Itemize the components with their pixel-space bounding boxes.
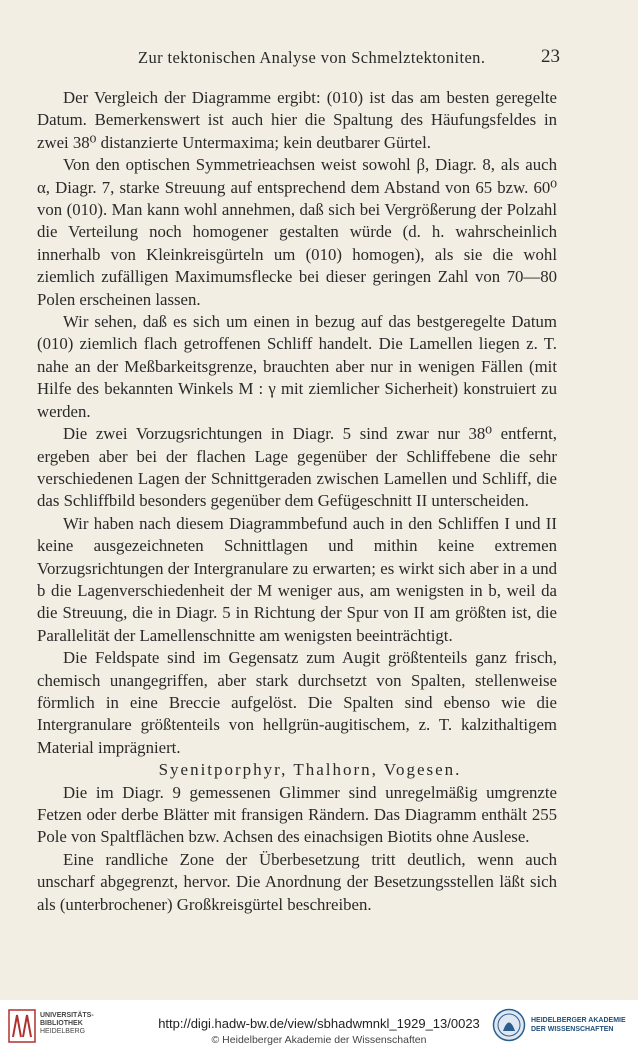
paragraph: Die zwei Vorzugsrichtungen in Diagr. 5 sind zwar nur 38⁰ entfernt, ergeben aber bei der flachen Lage gegenüber der Schliffebene die sehr verschiedenen Lagen der Schnittgeraden zwischen Lamellen und Schliff, die das Schliffbild besonders gegenüber dem Gefügeschnitt II unterscheiden.: [37, 424, 557, 511]
paragraph: Von den optischen Symmetrieachsen weist sowohl β, Diagr. 8, als auch α, Diagr. 7, starke Streuung auf entsprechend dem Abstand von 65 bzw. 60⁰ von (010). Man kann wohl annehmen, daß sich bei Vergrößerung der Polzahl die Verteilung noch homogener gestalten würde (d. h. wahrscheinlich innerhalb von Kleinkreisgürteln um (010) homogen), als sie die wohl ziemlich zufälligen Maximumsflecke bei dieser geringen Zahl von 70—80 Polen erscheinen lassen.: [37, 155, 557, 309]
permalink-url[interactable]: http://digi.hadw-bw.de/view/sbhadwmnkl_1929_13/0023: [158, 1016, 480, 1031]
page-number: 23: [541, 46, 560, 67]
academy-label: [531, 1016, 626, 1034]
library-line: UNIVERSITÄTS-: [40, 1012, 94, 1019]
paragraph: Wir sehen, daß es sich um einen in bezug auf das bestgeregelte Datum (010) ziemlich flach getroffenen Schliff handelt. Die Lamellen liegen z. T. nahe an der Meßbarkeitsgrenze, brauchten aber nur in wenigen Fällen (mit Hilfe des bekannten Winkels M : γ mit ziemlicher Sicherheit) konstruiert zu werden.: [37, 312, 557, 421]
running-title: Zur tektonischen Analyse von Schmelztektoniten.: [138, 48, 486, 67]
footer-bar: [0, 1000, 638, 1051]
section-heading: Syenitporphyr, Thalhorn, Vogesen.: [158, 760, 462, 780]
library-line: HEIDELBERG: [40, 1028, 86, 1035]
paragraph: Eine randliche Zone der Überbesetzung tritt deutlich, wenn auch unscharf abgegrenzt, hervor. Die Anordnung der Besetzungsstellen läßt sich als (unterbrochener) Großkreisgürtel beschreiben.: [37, 849, 557, 914]
page-header: [60, 48, 560, 72]
library-line: BIBLIOTHEK: [40, 1020, 83, 1027]
academy-line: DER WISSENSCHAFTEN: [531, 1026, 614, 1033]
paragraph: Die im Diagr. 9 gemessenen Glimmer sind unregelmäßig umgrenzte Fetzen oder derbe Blätter mit fransigen Rändern. Das Diagramm enthält 255 Pole von Spaltflächen bzw. Achsen des einachsigen Biotits ohne Auslese.: [37, 782, 557, 847]
paragraph: Wir haben nach diesem Diagrammbefund auch in den Schliffen I und II keine ausgezeichneten Schnittlagen und mithin keine extremen Vorzugsrichtungen der Intergranulare zu erwarten; es wirkt sich aber in a und b die Lagenverschiedenheit der M weniger aus, am wenigsten in b, weil da die Streuung, die in Diagr. 5 in Richtung der Spur von II am größten ist, die Parallelität der Lamellenschnitte am wenigsten beeinträchtigt.: [37, 513, 557, 645]
paragraph: Der Vergleich der Diagramme ergibt: (010) ist das am besten geregelte Datum. Bemerkenswert ist auch hier die Spaltung des Häufungsfeldes in zwei 38⁰ distanzierte Untermaxima; kein deutbarer Gürtel.: [37, 88, 557, 152]
academy-seal-icon: [492, 1008, 526, 1042]
copyright-notice: © Heidelberger Akademie der Wissenschaften: [211, 1034, 427, 1046]
academy-line: HEIDELBERGER AKADEMIE: [531, 1017, 626, 1024]
paragraph: Die Feldspate sind im Gegensatz zum Augit größtenteils ganz frisch, chemisch unangegriffen, aber stark durchsetzt von Spalten, stellenweise förmlich in eine Breccie aufgelöst. Die Spalten sind ebenso wie die Intergranulare größtenteils von hellgrün-augitischem, z. T. kalzithaltigem Material imprägniert.: [37, 648, 557, 757]
body-text: [37, 87, 557, 916]
